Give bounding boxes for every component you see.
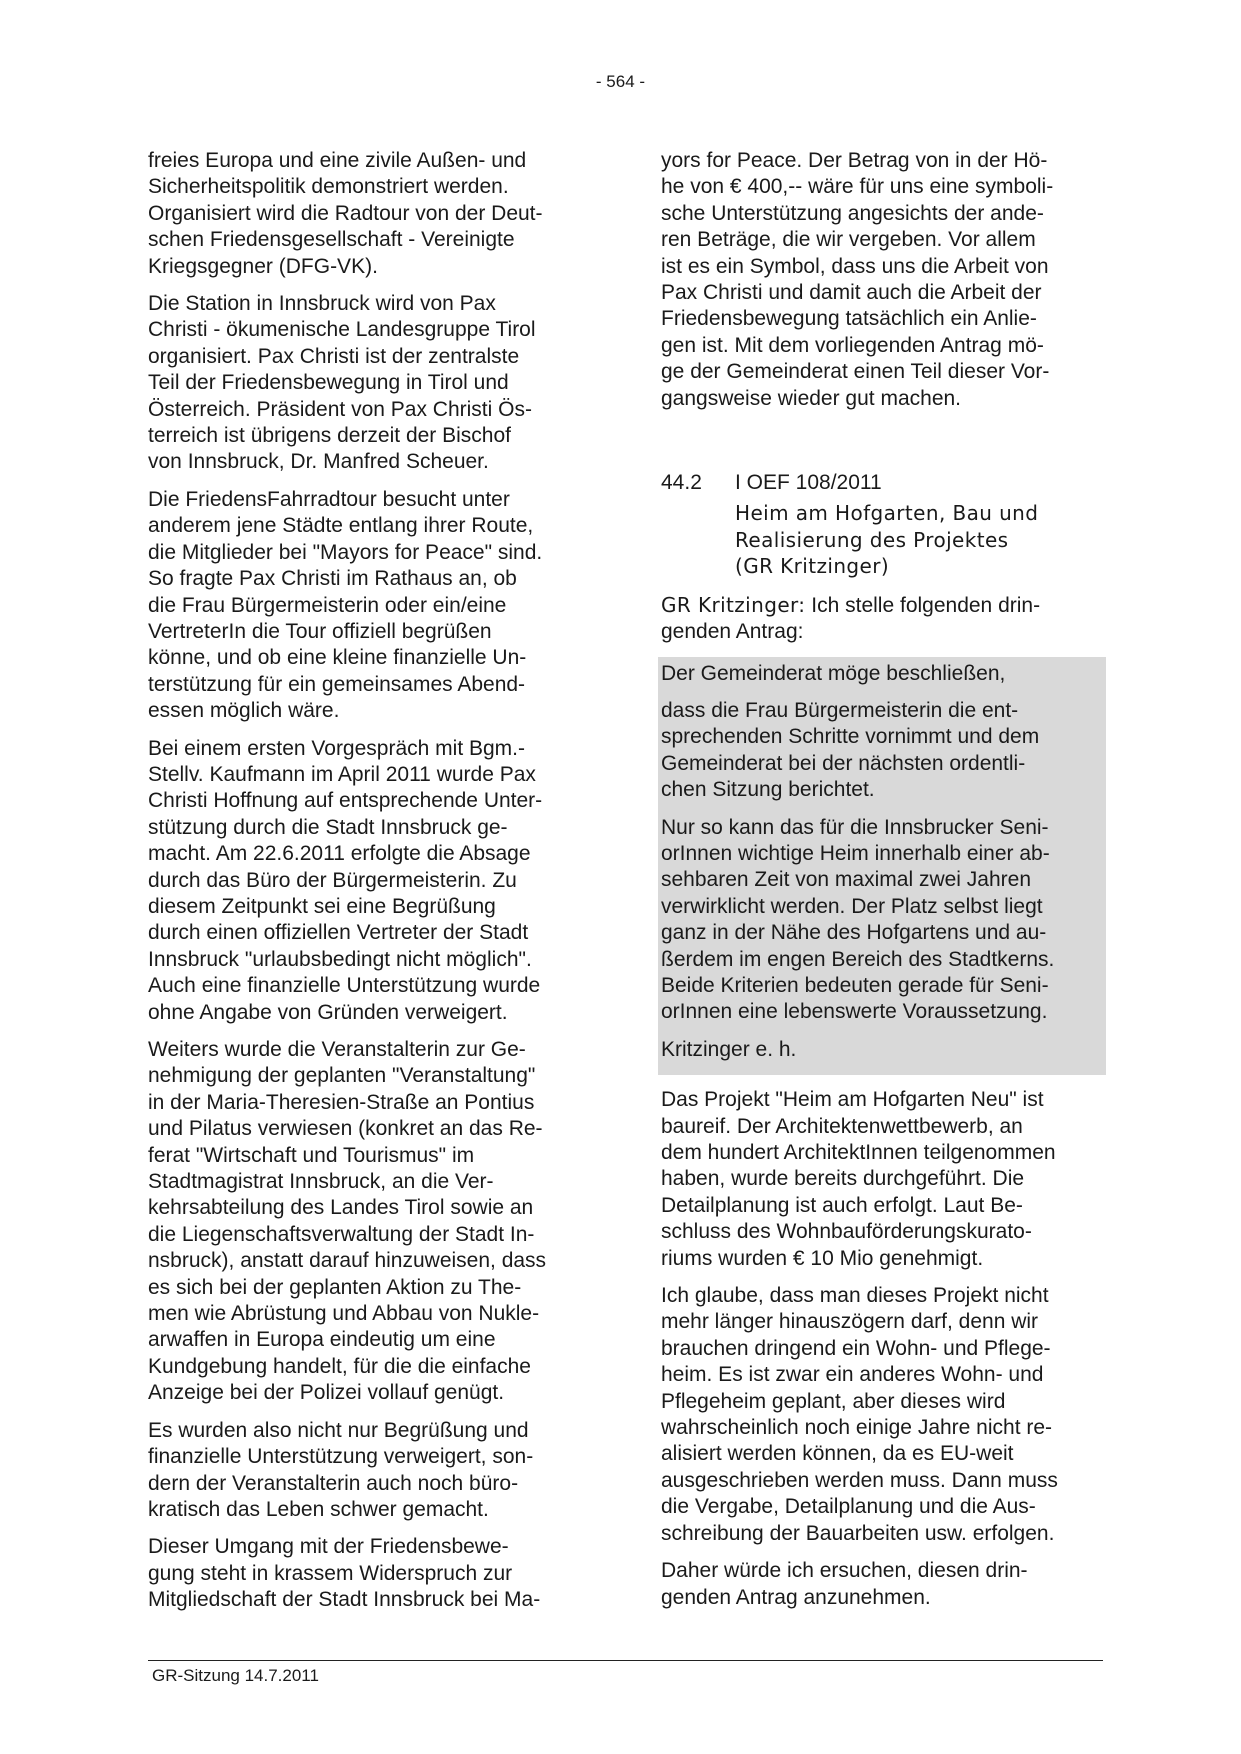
paragraph: Daher würde ich ersuchen, diesen drin- genden Antrag anzunehmen.: [661, 1559, 1028, 1609]
speaker-name: GR Kritzinger:: [661, 592, 806, 617]
motion-paragraph: Der Gemeinderat möge beschließen,: [661, 661, 1006, 685]
footer-divider: [148, 1660, 1103, 1661]
footer-text: GR-Sitzung 14.7.2011: [152, 1666, 319, 1685]
paragraph: Ich glaube, dass man dieses Projekt nicht mehr länger hinauszögern darf, denn wir brauchen dringend ein Wohn- und Pflege- heim. Es ist zwar ein anderes Wohn- und Pflegeheim geplant, aber dieses wird wahrscheinlich noch einige Jahre nicht re- alisiert werden können, da es EU-weit ausgeschrieben werden muss. Dann muss die Vergabe, Detailplanung und die Aus- schreibung der Bauarbeiten usw. erfolgen.: [661, 1284, 1058, 1545]
right-column: [661, 148, 1103, 1622]
agenda-item-title: Heim am Hofgarten, Bau und Realisierung des Projektes (GR Kritzinger): [735, 501, 1039, 579]
motion-paragraph: Nur so kann das für die Innsbrucker Seni- orInnen wichtige Heim innerhalb einer ab- sehbaren Zeit von maximal zwei Jahren verwirklicht werden. Der Platz selbst liegt ganz in der Nähe des Hofgartens und au- ßerdem im engen Bereich des Stadtkerns. Beide Kriterien bedeuten gerade für Seni- orInnen eine lebenswerte Voraussetzung.: [661, 815, 1055, 1024]
paragraph: Dieser Umgang mit der Friedensbewe- gung steht in krassem Widerspruch zur Mitgliedschaft der Stadt Innsbruck bei Ma-: [148, 1535, 541, 1612]
paragraph: freies Europa und eine zivile Außen- und Sicherheitspolitik demonstriert werden. Organisiert wird die Radtour von der Deut- schen Friedensgesellschaft - Vereinigte Kriegsgegner (DFG-VK).: [148, 149, 543, 278]
page-number: - 564 -: [595, 72, 646, 91]
speaker-paragraph: [661, 592, 1103, 646]
paragraph: Es wurden also nicht nur Begrüßung und finanzielle Unterstützung verweigert, son- dern der Veranstalterin auch noch büro- kratisch das Leben schwer gemacht.: [148, 1418, 534, 1521]
motion-paragraph: dass die Frau Bürgermeisterin die ent- sprechenden Schritte vornimmt und dem Gemeinderat bei der nächsten ordentli- chen Sitzung berichtet.: [661, 698, 1040, 802]
agenda-item-reference: I OEF 108/2011: [735, 471, 882, 495]
paragraph: Das Projekt "Heim am Hofgarten Neu" ist baureif. Der Architektenwettbewerb, an dem hundert ArchitektInnen teilgenommen haben, wurde bereits durchgeführt. Die Detailplanung ist auch erfolgt. Laut Be- schluss des Wohnbauförderungskurato- riums wurden € 10 Mio genehmigt.: [661, 1088, 1056, 1270]
motion-signature: Kritzinger e. h.: [661, 1037, 797, 1061]
paragraph: Die FriedensFahrradtour besucht unter anderem jene Städte entlang ihrer Route, die Mitglieder bei "Mayors for Peace" sind. So fragte Pax Christi im Rathaus an, ob die Frau Bürgermeisterin oder ein/eine VertreterIn die Tour offiziell begrüßen könne, und ob eine kleine finanzielle Un- terstützung für ein gemeinsames Abend- essen möglich wäre.: [148, 487, 543, 723]
paragraph: Weiters wurde die Veranstalterin zur Ge- nehmigung der geplanten "Veranstaltung" in der Maria-Theresien-Straße an Pontius und Pilatus verwiesen (konkret an das Re- ferat "Wirtschaft und Tourismus" im Stadtmagistrat Innsbruck, an die Ver- kehrsabteilung des Landes Tirol sowie an die Liegenschaftsverwaltung der Stadt In- nsbruck), anstatt darauf hinzuweisen, dass es sich bei der geplanten Aktion zu The- men wie Abrüstung und Abbau von Nukle- arwaffen in Europa eindeutig um eine Kundgebung handelt, für die die einfache Anzeige bei der Polizei vollauf genügt.: [148, 1038, 547, 1405]
agenda-item-heading: [661, 470, 1103, 496]
speaker-text: Ich stelle folgenden drin- genden Antrag:: [661, 593, 1041, 644]
paragraph: yors for Peace. Der Betrag von in der Hö- he von € 400,-- wäre für uns eine symboli- sche Unterstützung angesichts der ande- ren Beträge, die wir vergeben. Vor allem ist es ein Symbol, dass uns die Arbeit von Pax Christi und damit auch die Arbeit der Friedensbewegung tatsächlich ein Anlie- gen ist. Mit dem vorliegenden Antrag mö- ge der Gemeinderat einen Teil dieser Vor- gangsweise wieder gut machen.: [661, 149, 1054, 410]
motion-box: [658, 657, 1106, 1076]
left-column: [148, 148, 588, 1625]
paragraph: Die Station in Innsbruck wird von Pax Christi - ökumenische Landesgruppe Tirol organisiert. Pax Christi ist der zentralste Teil der Friedensbewegung in Tirol und Österreich. Präsident von Pax Christi Ös- terreich ist übrigens derzeit der Bischof von Innsbruck, Dr. Manfred Scheuer.: [148, 292, 536, 474]
agenda-item-number: 44.2: [661, 471, 702, 495]
paragraph: Bei einem ersten Vorgespräch mit Bgm.- Stellv. Kaufmann im April 2011 wurde Pax Christi Hoffnung auf entsprechende Unter- stützung durch die Stadt Innsbruck ge- macht. Am 22.6.2011 erfolgte die Absage durch das Büro der Bürgermeisterin. Zu diesem Zeitpunkt sei eine Begrüßung durch einen offiziellen Vertreter der Stadt Innsbruck "urlaubsbedingt nicht möglich". Auch eine finanzielle Unterstützung wurde ohne Angabe von Gründen verweigert.: [148, 736, 543, 1024]
